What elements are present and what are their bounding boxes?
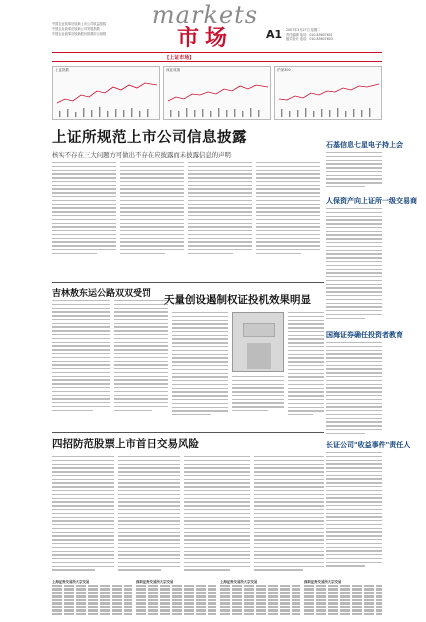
left-story-column (52, 300, 110, 413)
lead-column (120, 162, 184, 257)
brand-english: markets (151, 1, 259, 29)
trade-table-title: 上海证券交易所大宗交易 (52, 580, 90, 584)
news-photo (232, 312, 284, 372)
bottom-story-column (184, 456, 250, 573)
mid-story-column (288, 312, 324, 418)
section-rule (52, 432, 324, 433)
trade-table-title: 上海证券交易所大宗交易 (220, 580, 258, 584)
lead-column (256, 162, 320, 257)
lead-headline-block (52, 126, 337, 159)
masthead-index-line: 中国企业改革后较新公司发展指数 (52, 27, 100, 31)
lead-column (52, 162, 116, 257)
masthead-brand (150, 1, 260, 52)
masthead-bar (52, 52, 382, 62)
masthead-info-line: 版式设计 电话：010-85607603 (286, 37, 333, 42)
lead-column (188, 162, 252, 257)
masthead-bar-text: [上证市场] (167, 55, 192, 61)
brand-chinese: 市场 (176, 26, 233, 51)
market-chart (52, 66, 160, 120)
chart-title: 上证指数 (55, 68, 69, 72)
bottom-story-headline: 四招防范股票上市首日交易风险 (52, 438, 199, 450)
chart-plot (164, 73, 272, 119)
masthead-info (286, 28, 333, 42)
section-rule (52, 282, 324, 283)
chart-plot (275, 73, 383, 119)
masthead-index-line: 中国企业改革后较新上市公司收益指数 (52, 22, 107, 26)
market-chart (274, 66, 382, 120)
chart-plot (53, 73, 161, 119)
sidebar-headline: 长证公司"收益事件"责任人 (326, 441, 411, 449)
masthead-info-line: 2007年3月27日 星期二 (286, 28, 321, 32)
trade-tables (52, 580, 382, 618)
page-number: A1 (266, 28, 283, 41)
sidebar-text (326, 452, 382, 569)
trade-table-title: 深圳证券交易所大宗交易 (136, 580, 174, 584)
mid-story-column (172, 312, 228, 418)
trade-table-title: 深圳证券交易所大宗交易 (304, 580, 342, 584)
sidebar-text (326, 152, 382, 190)
bottom-story-column (254, 456, 324, 573)
masthead-info-line: 责任编辑 电话：010-85607651 (286, 32, 333, 37)
bottom-story-column (52, 456, 114, 573)
sidebar-text (326, 208, 382, 321)
masthead-index-line: 中国企业改革后较新股价指数综合指数 (52, 32, 107, 36)
bottom-story-column (118, 456, 180, 573)
mid-story-column (232, 376, 284, 414)
sidebar-headline: 石基信息七星电子持上会 (326, 141, 403, 149)
left-story-column (114, 300, 168, 413)
trade-table (136, 580, 216, 618)
trade-table (220, 580, 300, 618)
masthead-index-list (52, 22, 152, 37)
masthead (0, 0, 426, 66)
mid-story-headline: 天量创设遏制权证投机效果明显 (164, 294, 311, 306)
trade-table (52, 580, 132, 618)
sidebar-headline: 人保资产向上证所一级交易商 (326, 197, 417, 205)
lead-subhead: 核实不存在三大问题方可做出不存在应披露而未披露信息的声明 (52, 151, 231, 159)
sidebar-headline: 国海证券确任投资者教育 (326, 331, 403, 339)
trade-table (304, 580, 382, 618)
chart-title: 深证成指 (166, 68, 180, 72)
market-chart (163, 66, 271, 120)
market-charts (52, 66, 382, 120)
sidebar-text (326, 342, 382, 437)
lead-headline: 上证所规范上市公司信息披露 (52, 130, 247, 146)
left-story-headline: 吉林敖东运公路双双受罚 (52, 289, 152, 299)
chart-title: 沪深300 (277, 68, 291, 72)
